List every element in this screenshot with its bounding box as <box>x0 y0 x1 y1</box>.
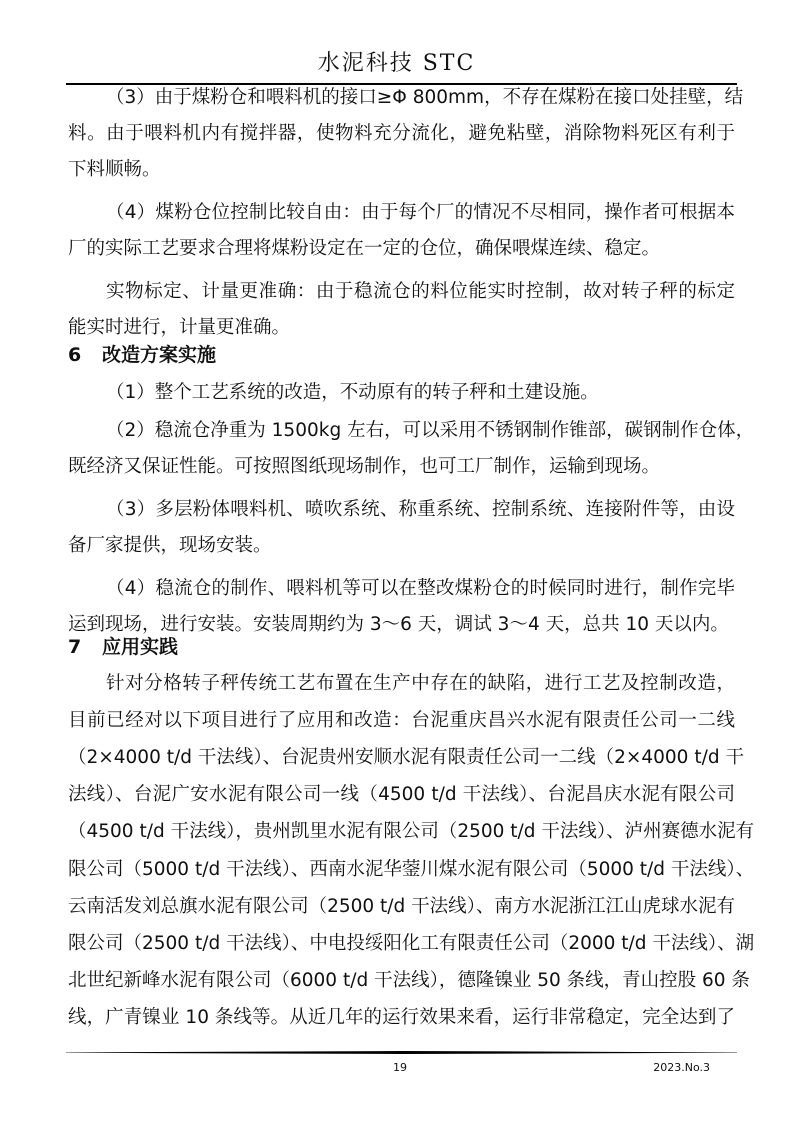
text-line: （1）整个工艺系统的改造，不动原有的转子秤和土建设施。 <box>106 382 599 403</box>
text-line: 厂的实际工艺要求合理将煤粉设定在一定的仓位，确保喂煤连续、稳定。 <box>68 238 661 259</box>
text-line: 法线）、台泥广安水泥有限公司一线（4500 t/d 干法线）、台泥昌庆水泥有限公司 <box>68 784 735 805</box>
page-number: 19 <box>393 1061 407 1074</box>
text-line: （3）由于煤粉仓和喂料机的接口≥Φ 800mm，不存在煤粉在接口处挂壁，结 <box>106 87 744 108</box>
text-line: 既经济又保证性能。可按照图纸现场制作，也可工厂制作，运输到现场。 <box>68 456 661 477</box>
section-title: 改造方案实施 <box>102 344 217 366</box>
text-line: 线，广青镍业 10 条线等。从近几年的运行效果来看，运行非常稳定，完全达到了 <box>68 1007 735 1028</box>
text-line: 针对分格转子秤传统工艺布置在生产中存在的缺陷，进行工艺及控制改造， <box>106 673 735 694</box>
text-line: 北世纪新峰水泥有限公司（6000 t/d 干法线），德隆镍业 50 条线，青山控股 60 条 <box>68 970 750 991</box>
text-line: 料。由于喂料机内有搅拌器，使物料充分流化，避免粘壁，消除物料死区有利于 <box>68 123 735 144</box>
text-line: 云南活发刘总旗水泥有限公司（2500 t/d 干法线）、南方水泥浙江江山虎球水泥有 <box>68 896 735 917</box>
section-number: 6 <box>68 344 82 366</box>
text-line: 备厂家提供，现场安装。 <box>68 535 272 556</box>
text-line: （2）稳流仓净重为 1500kg 左右，可以采用不锈钢制作锥部，碳钢制作仓体， <box>106 420 755 441</box>
issue-label: 2023.No.3 <box>653 1061 710 1074</box>
section-title: 应用实践 <box>102 636 179 658</box>
text-line: （3）多层粉体喂料机、喷吹系统、称重系统、控制系统、连接附件等，由设 <box>106 499 735 520</box>
section-7-heading <box>68 635 178 659</box>
text-line: 下料顺畅。 <box>68 159 161 180</box>
text-line: 目前已经对以下项目进行了应用和改造：台泥重庆昌兴水泥有限责任公司一二线 <box>68 710 735 731</box>
text-line: 能实时进行，计量更准确。 <box>68 317 291 338</box>
text-line: （4500 t/d 干法线），贵州凯里水泥有限公司（2500 t/d 干法线）、泸州赛德水泥有 <box>68 821 755 842</box>
section-number: 7 <box>68 636 82 658</box>
footer-rule <box>66 1051 737 1054</box>
journal-header-title: 水泥科技 STC <box>317 51 476 76</box>
text-line: （4）稳流仓的制作、喂料机等可以在整改煤粉仓的时候同时进行，制作完毕 <box>106 578 735 599</box>
text-line: （4）煤粉仓位控制比较自由：由于每个厂的情况不尽相同，操作者可根据本 <box>106 202 735 223</box>
text-line: 实物标定、计量更准确：由于稳流仓的料位能实时控制，故对转子秤的标定 <box>106 281 735 302</box>
header-rule <box>66 83 737 85</box>
text-line: 限公司（2500 t/d 干法线）、中电投绥阳化工有限责任公司（2000 t/d 干法线）、湖 <box>68 933 755 954</box>
text-line: 运到现场，进行安装。安装周期约为 3～6 天，调试 3～4 天，总共 10 天以内。 <box>68 614 729 635</box>
section-6-heading <box>68 343 216 367</box>
text-line: （2×4000 t/d 干法线）、台泥贵州安顺水泥有限责任公司一二线（2×4000 t/d 干 <box>68 747 744 768</box>
text-line: 限公司（5000 t/d 干法线）、西南水泥华蓥川煤水泥有限公司（5000 t/d 干法线）、 <box>68 859 755 880</box>
